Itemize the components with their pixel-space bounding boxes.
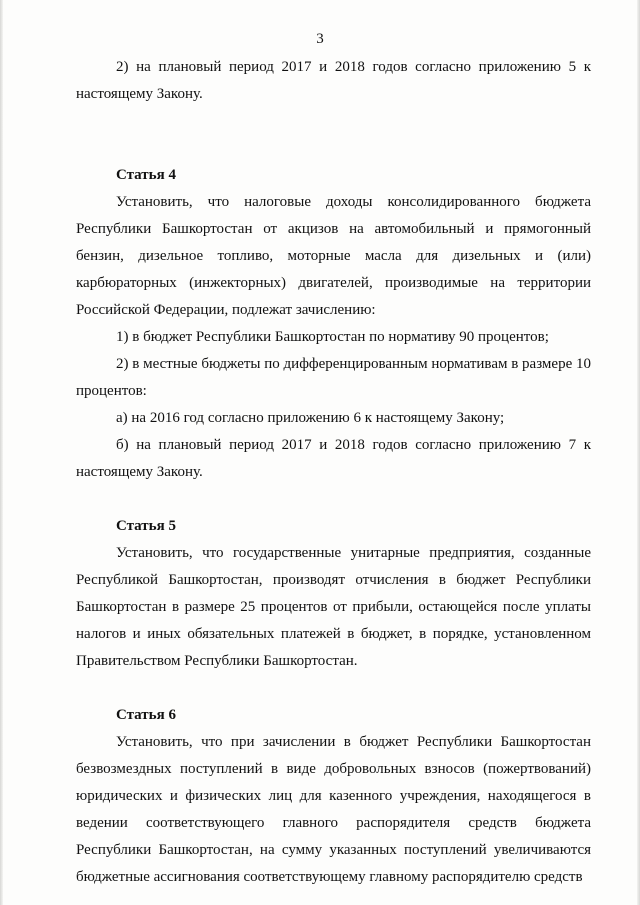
section-gap (76, 675, 591, 702)
article-heading: Статья 6 (116, 707, 176, 723)
section-gap (76, 108, 591, 135)
section-gap (76, 135, 591, 162)
document-body (76, 54, 591, 891)
article-heading: Статья 4 (116, 167, 176, 183)
paragraph: б) на плановый период 2017 и 2018 годов согласно приложению 7 к настоящему Закону. (76, 437, 591, 480)
article-heading: Статья 5 (116, 518, 176, 534)
paragraph: 2) на плановый период 2017 и 2018 годов согласно приложению 5 к настоящему Закону. (76, 59, 591, 102)
paragraph: 2) в местные бюджеты по дифференцированным нормативам в размере 10 процентов: (76, 356, 591, 399)
paragraph: а) на 2016 год согласно приложению 6 к настоящему Закону; (116, 410, 505, 426)
section-gap (76, 486, 591, 513)
paragraph: Установить, что при зачислении в бюджет Республики Башкортостан безвозмездных поступлений в виде добровольных взносов (пожертвований) юридических и физических лиц для казенного учреждения, находящегося в ведении соответствующего главного распорядителя средств бюджета Республики Башкортостан, на сумму указанных поступлений увеличиваются бюджетные ассигнования соответствующему главному распорядителю средств (76, 734, 591, 885)
paragraph: Установить, что государственные унитарные предприятия, созданные Республикой Башкортостан, производят отчисления в бюджет Республики Башкортостан в размере 25 процентов от прибыли, остающейся после уплаты налогов и иных обязательных платежей в бюджет, в порядке, установленном Правительством Республики Башкортостан. (76, 545, 591, 669)
scan-edge-left (0, 0, 3, 905)
paragraph: 1) в бюджет Республики Башкортостан по нормативу 90 процентов; (116, 329, 549, 345)
page-number: 3 (316, 31, 324, 47)
paragraph: Установить, что налоговые доходы консолидированного бюджета Республики Башкортостан от акцизов на автомобильный и прямогонный бензин, дизельное топливо, моторные масла для дизельных и (или) карбюраторных (инжекторных) двигателей, производимые на территории Российской Федерации, подлежат зачислению: (76, 194, 591, 318)
